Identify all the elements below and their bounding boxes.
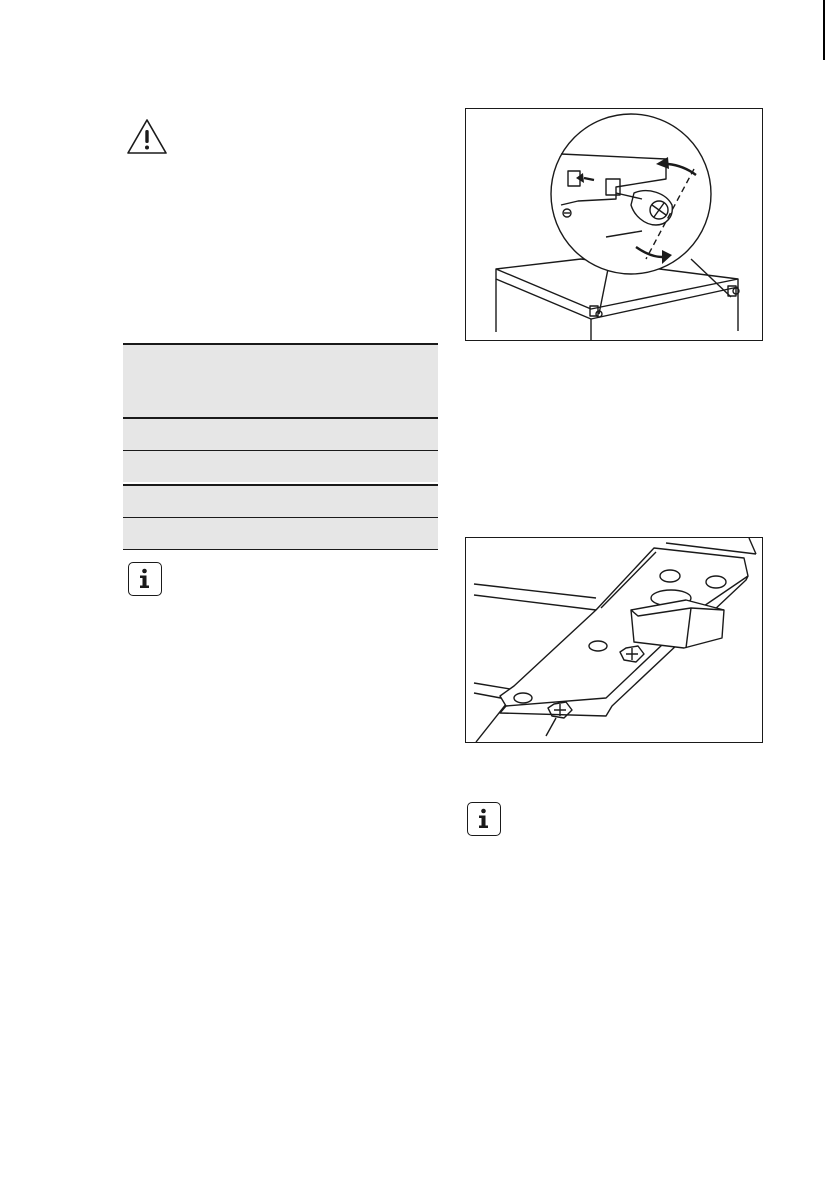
warning-triangle-icon: [125, 117, 169, 157]
table-row: [123, 486, 438, 517]
door-hinge-screw-figure: [465, 108, 763, 341]
info-icon: [128, 562, 162, 596]
data-table: [123, 343, 438, 550]
screwdriver-hinge-illustration: [466, 109, 762, 340]
table-row: [123, 451, 438, 482]
info-icon: [467, 802, 501, 836]
table-row: [123, 419, 438, 450]
adjustable-foot-illustration: [466, 538, 762, 742]
table-row: [123, 518, 438, 549]
table-bottom-rule: [123, 549, 438, 550]
page-edge-mark: [823, 0, 825, 60]
table-header: [123, 343, 438, 417]
hinge-bracket-foot-figure: [465, 537, 763, 743]
